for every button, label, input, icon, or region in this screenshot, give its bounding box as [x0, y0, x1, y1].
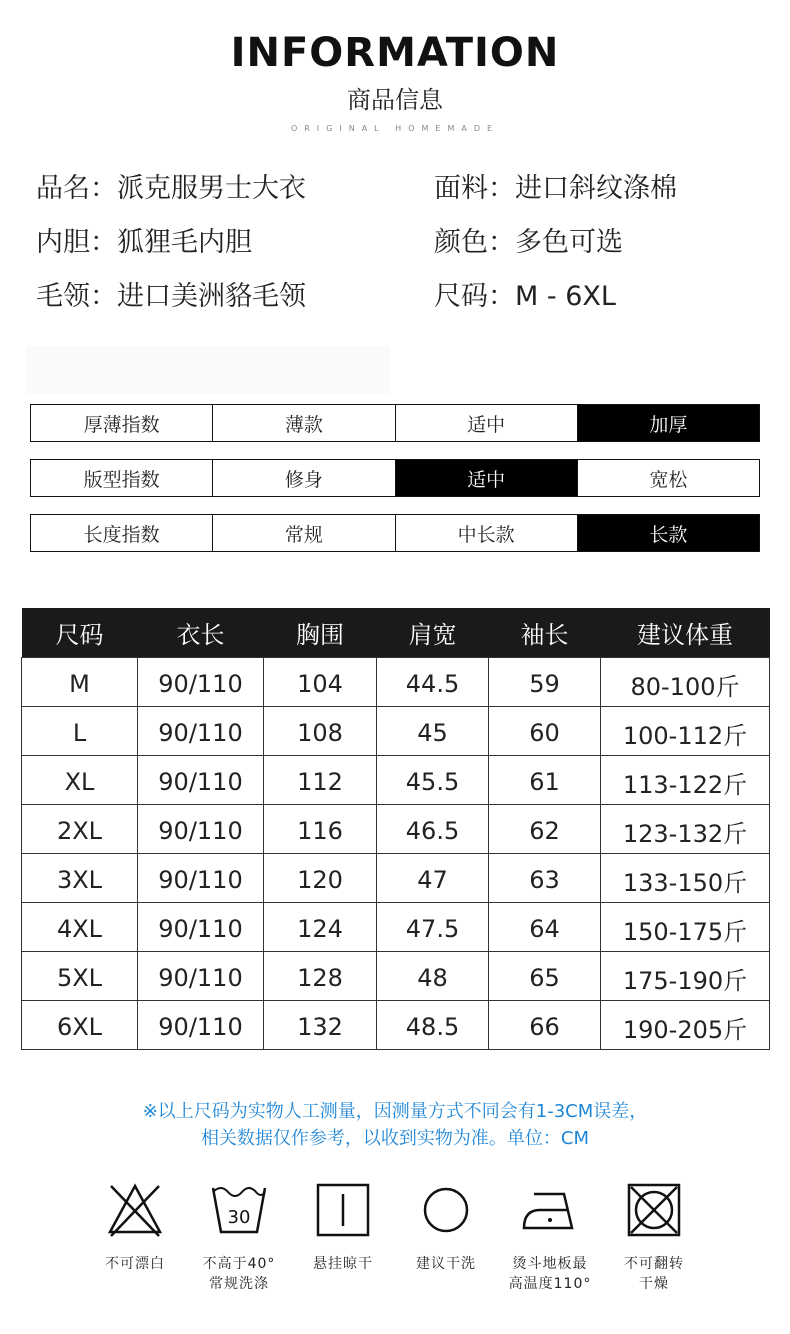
table-cell: 100-112斤 — [601, 707, 770, 756]
care-label: 不可漂白 — [105, 1256, 165, 1272]
table-cell: M — [22, 658, 138, 707]
table-cell: 80-100斤 — [601, 658, 770, 707]
index-label: 版型指数 — [83, 468, 160, 491]
note-line-1: ※以上尺码为实物人工测量，因测量方式不同会有1-3CM误差， — [142, 1101, 648, 1122]
index-option: 修身 — [212, 460, 394, 496]
table-cell: 4XL — [22, 903, 138, 952]
table-cell: 64 — [489, 903, 601, 952]
header-chest: 胸围 — [264, 608, 377, 658]
table-cell: 120 — [264, 854, 377, 903]
table-cell: 90/110 — [138, 952, 264, 1001]
table-cell: 132 — [264, 1001, 377, 1050]
table-cell: 6XL — [22, 1001, 138, 1050]
table-cell: 65 — [489, 952, 601, 1001]
index-option: 中长款 — [395, 515, 577, 551]
header-length: 衣长 — [138, 608, 264, 658]
table-row — [22, 854, 770, 903]
table-cell: 190-205斤 — [601, 1001, 770, 1050]
table-cell: 150-175斤 — [601, 903, 770, 952]
care-label: 烫斗地板最 高温度110° — [508, 1256, 592, 1292]
index-option: 适中 — [395, 405, 577, 441]
fit-index-row — [30, 459, 760, 497]
care-no-tumble — [599, 1180, 709, 1294]
care-wash-30 — [184, 1180, 294, 1294]
table-cell: 128 — [264, 952, 377, 1001]
length-index-row — [30, 514, 760, 552]
table-cell: 175-190斤 — [601, 952, 770, 1001]
care-no-bleach — [80, 1180, 190, 1274]
hang-dry-icon — [313, 1180, 373, 1240]
table-cell: 45 — [377, 707, 489, 756]
table-row — [22, 756, 770, 805]
info-color: 颜色：多色可选 — [434, 227, 623, 258]
table-cell: 90/110 — [138, 854, 264, 903]
svg-text:30: 30 — [227, 1207, 251, 1228]
info-size: 尺码：M - 6XL — [434, 281, 616, 312]
no-bleach-icon — [105, 1180, 165, 1240]
info-lining: 内胆：狐狸毛内胆 — [36, 227, 252, 258]
note-line-2: 相关数据仅作参考，以收到实物为准。单位：CM — [200, 1128, 590, 1149]
header-size: 尺码 — [22, 608, 138, 658]
table-cell: 90/110 — [138, 903, 264, 952]
table-cell: 123-132斤 — [601, 805, 770, 854]
table-cell: 90/110 — [138, 1001, 264, 1050]
index-option-selected: 加厚 — [577, 405, 759, 441]
care-label: 不高于40° 常规洗涤 — [202, 1256, 276, 1292]
table-row — [22, 1001, 770, 1050]
index-label: 长度指数 — [83, 523, 160, 546]
care-label: 建议干洗 — [416, 1256, 476, 1272]
table-cell: 90/110 — [138, 805, 264, 854]
table-cell: 133-150斤 — [601, 854, 770, 903]
care-label: 不可翻转 干燥 — [624, 1256, 684, 1292]
care-iron — [495, 1180, 605, 1294]
table-row — [22, 707, 770, 756]
table-cell: L — [22, 707, 138, 756]
table-cell: 90/110 — [138, 707, 264, 756]
page-title: INFORMATION — [230, 30, 560, 76]
table-cell: 45.5 — [377, 756, 489, 805]
table-cell: 104 — [264, 658, 377, 707]
table-cell: 2XL — [22, 805, 138, 854]
index-option: 薄款 — [212, 405, 394, 441]
header-shoulder: 肩宽 — [377, 608, 489, 658]
table-cell: 60 — [489, 707, 601, 756]
table-header-row — [22, 608, 770, 658]
table-cell: 90/110 — [138, 658, 264, 707]
table-cell: 47.5 — [377, 903, 489, 952]
care-label: 悬挂晾干 — [313, 1256, 373, 1272]
table-cell: 47 — [377, 854, 489, 903]
table-cell: 48.5 — [377, 1001, 489, 1050]
iron-low-icon — [520, 1180, 580, 1240]
page-subtitle: 商品信息 — [347, 86, 443, 114]
table-cell: 59 — [489, 658, 601, 707]
index-option: 宽松 — [577, 460, 759, 496]
index-option-selected: 适中 — [395, 460, 577, 496]
size-table — [21, 608, 770, 1050]
table-cell: 44.5 — [377, 658, 489, 707]
index-label: 厚薄指数 — [83, 413, 160, 436]
header-sleeve: 袖长 — [489, 608, 601, 658]
table-cell: 108 — [264, 707, 377, 756]
table-cell: 90/110 — [138, 756, 264, 805]
info-collar: 毛领：进口美洲貉毛领 — [36, 281, 306, 312]
table-cell: 113-122斤 — [601, 756, 770, 805]
table-cell: 66 — [489, 1001, 601, 1050]
wash-30-icon — [209, 1180, 269, 1240]
dry-clean-icon — [416, 1180, 476, 1240]
table-cell: 3XL — [22, 854, 138, 903]
faint-banner — [26, 346, 390, 394]
info-fabric: 面料：进口斜纹涤棉 — [434, 173, 677, 204]
table-cell: 63 — [489, 854, 601, 903]
index-option: 常规 — [212, 515, 394, 551]
table-cell: 62 — [489, 805, 601, 854]
index-option-selected: 长款 — [577, 515, 759, 551]
table-cell: 48 — [377, 952, 489, 1001]
table-cell: 116 — [264, 805, 377, 854]
table-cell: 5XL — [22, 952, 138, 1001]
table-row — [22, 805, 770, 854]
no-tumble-dry-icon — [624, 1180, 684, 1240]
header-weight: 建议体重 — [601, 608, 770, 658]
care-dry-clean — [391, 1180, 501, 1274]
table-cell: 61 — [489, 756, 601, 805]
table-cell: XL — [22, 756, 138, 805]
table-row — [22, 952, 770, 1001]
table-cell: 112 — [264, 756, 377, 805]
table-row — [22, 658, 770, 707]
thickness-index-row — [30, 404, 760, 442]
table-cell: 46.5 — [377, 805, 489, 854]
info-name: 品名：派克服男士大衣 — [36, 173, 306, 204]
table-cell: 124 — [264, 903, 377, 952]
care-hang-dry — [288, 1180, 398, 1274]
tagline: ORIGINAL HOMEMADE — [290, 124, 500, 133]
table-row — [22, 903, 770, 952]
